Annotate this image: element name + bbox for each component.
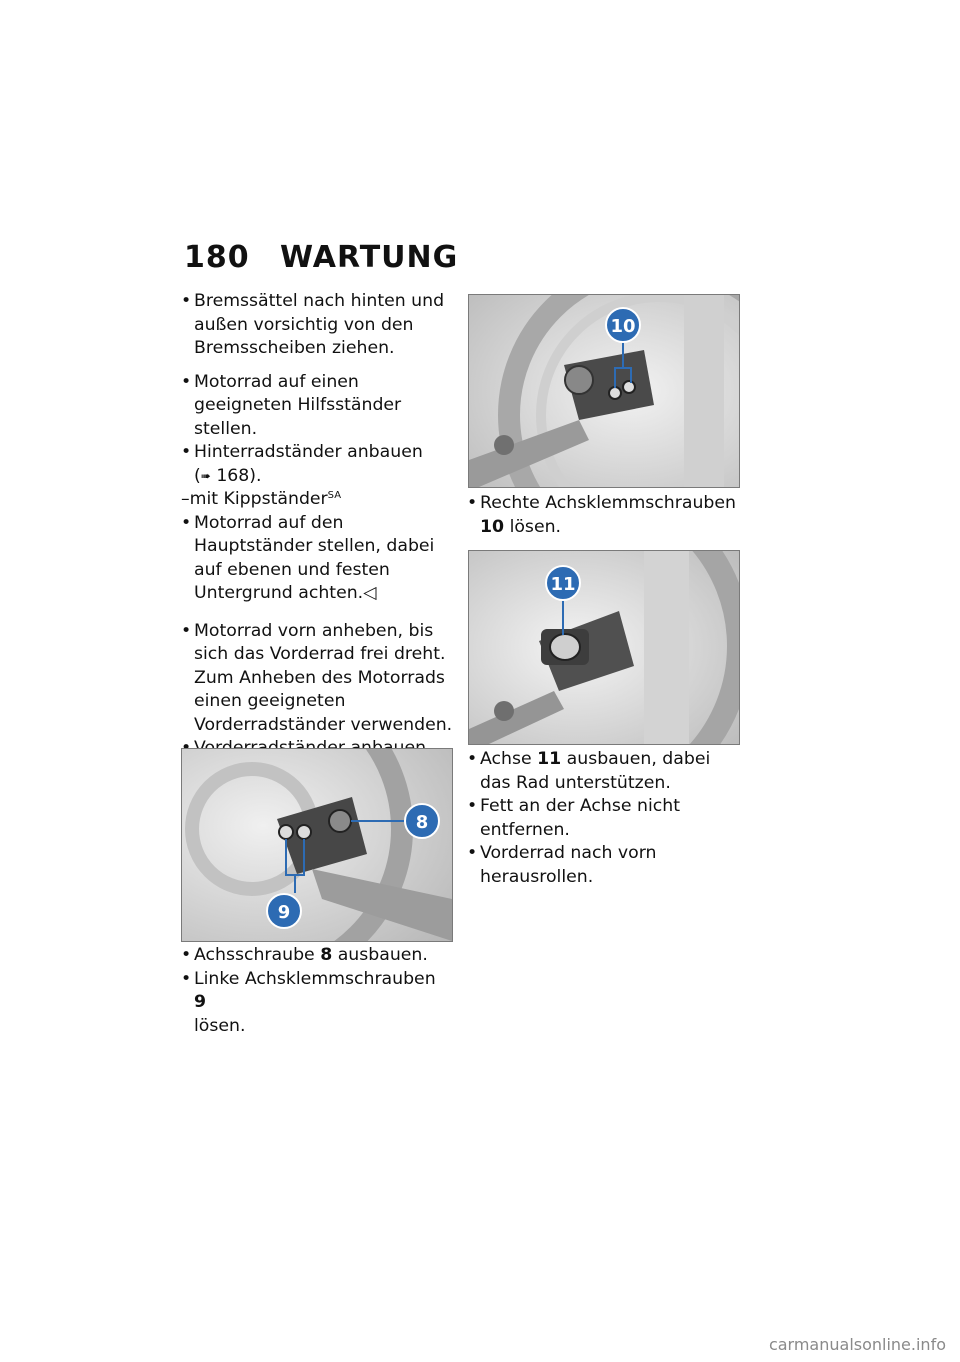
reference-arrow-icon: ➠ bbox=[200, 468, 211, 483]
list-item: • Motorrad auf einen geeigneten Hilfsständer stellen. bbox=[181, 371, 402, 439]
right-column-lower bbox=[467, 748, 739, 889]
list-item: • Achsschraube 8 ausbauen. bbox=[181, 945, 428, 965]
callout-9: 9 bbox=[277, 902, 291, 923]
list-item: • Bremssättel nach hinten und außen vorsichtig von den Bremsscheiben ziehen. bbox=[181, 291, 445, 358]
callout-11: 11 bbox=[550, 574, 576, 595]
page-number: 180 bbox=[184, 240, 250, 275]
left-column bbox=[181, 290, 453, 784]
list-item: • Achse 11 ausbauen, dabei das Rad unterstützen. bbox=[467, 749, 711, 793]
list-item: • Hinterradständer anbauen (➠ 168). bbox=[181, 442, 423, 486]
right-column-upper bbox=[467, 492, 739, 539]
list-item: • Motorrad auf den Hauptständer stellen, dabei auf ebenen und festen Untergrund achten.◁ bbox=[181, 512, 435, 603]
page-header bbox=[184, 240, 458, 275]
list-item: • Vorderrad nach vorn herausrollen. bbox=[467, 843, 657, 887]
page-reference[interactable]: 168). bbox=[216, 465, 262, 486]
list-item: • Linke Achsklemmschrauben 9 lösen. bbox=[181, 968, 436, 1036]
condition-line: –mit Kippständer$^{SA}$ bbox=[181, 489, 342, 509]
list-item: • Fett an der Achse nicht entfernen. bbox=[467, 796, 680, 840]
callout-8: 8 bbox=[415, 812, 429, 833]
list-item: • Motorrad vorn anheben, bis sich das Vorderrad frei dreht. Zum Anheben des Motorrads einen geeigneten Vorderradständer verwenden. bbox=[181, 620, 453, 735]
list-item: • Rechte Achsklemmschrauben 10 lösen. bbox=[467, 493, 736, 537]
watermark: carmanualsonline.info bbox=[768, 1335, 946, 1354]
page-title: WARTUNG bbox=[280, 240, 459, 275]
figure-right-clamp-screws bbox=[468, 294, 740, 488]
callout-10: 10 bbox=[610, 316, 636, 337]
left-column-lower bbox=[181, 944, 453, 1038]
figure-axle bbox=[468, 550, 740, 745]
figure-left-axle-screws bbox=[181, 748, 453, 942]
sa-badge: SA bbox=[327, 490, 342, 501]
